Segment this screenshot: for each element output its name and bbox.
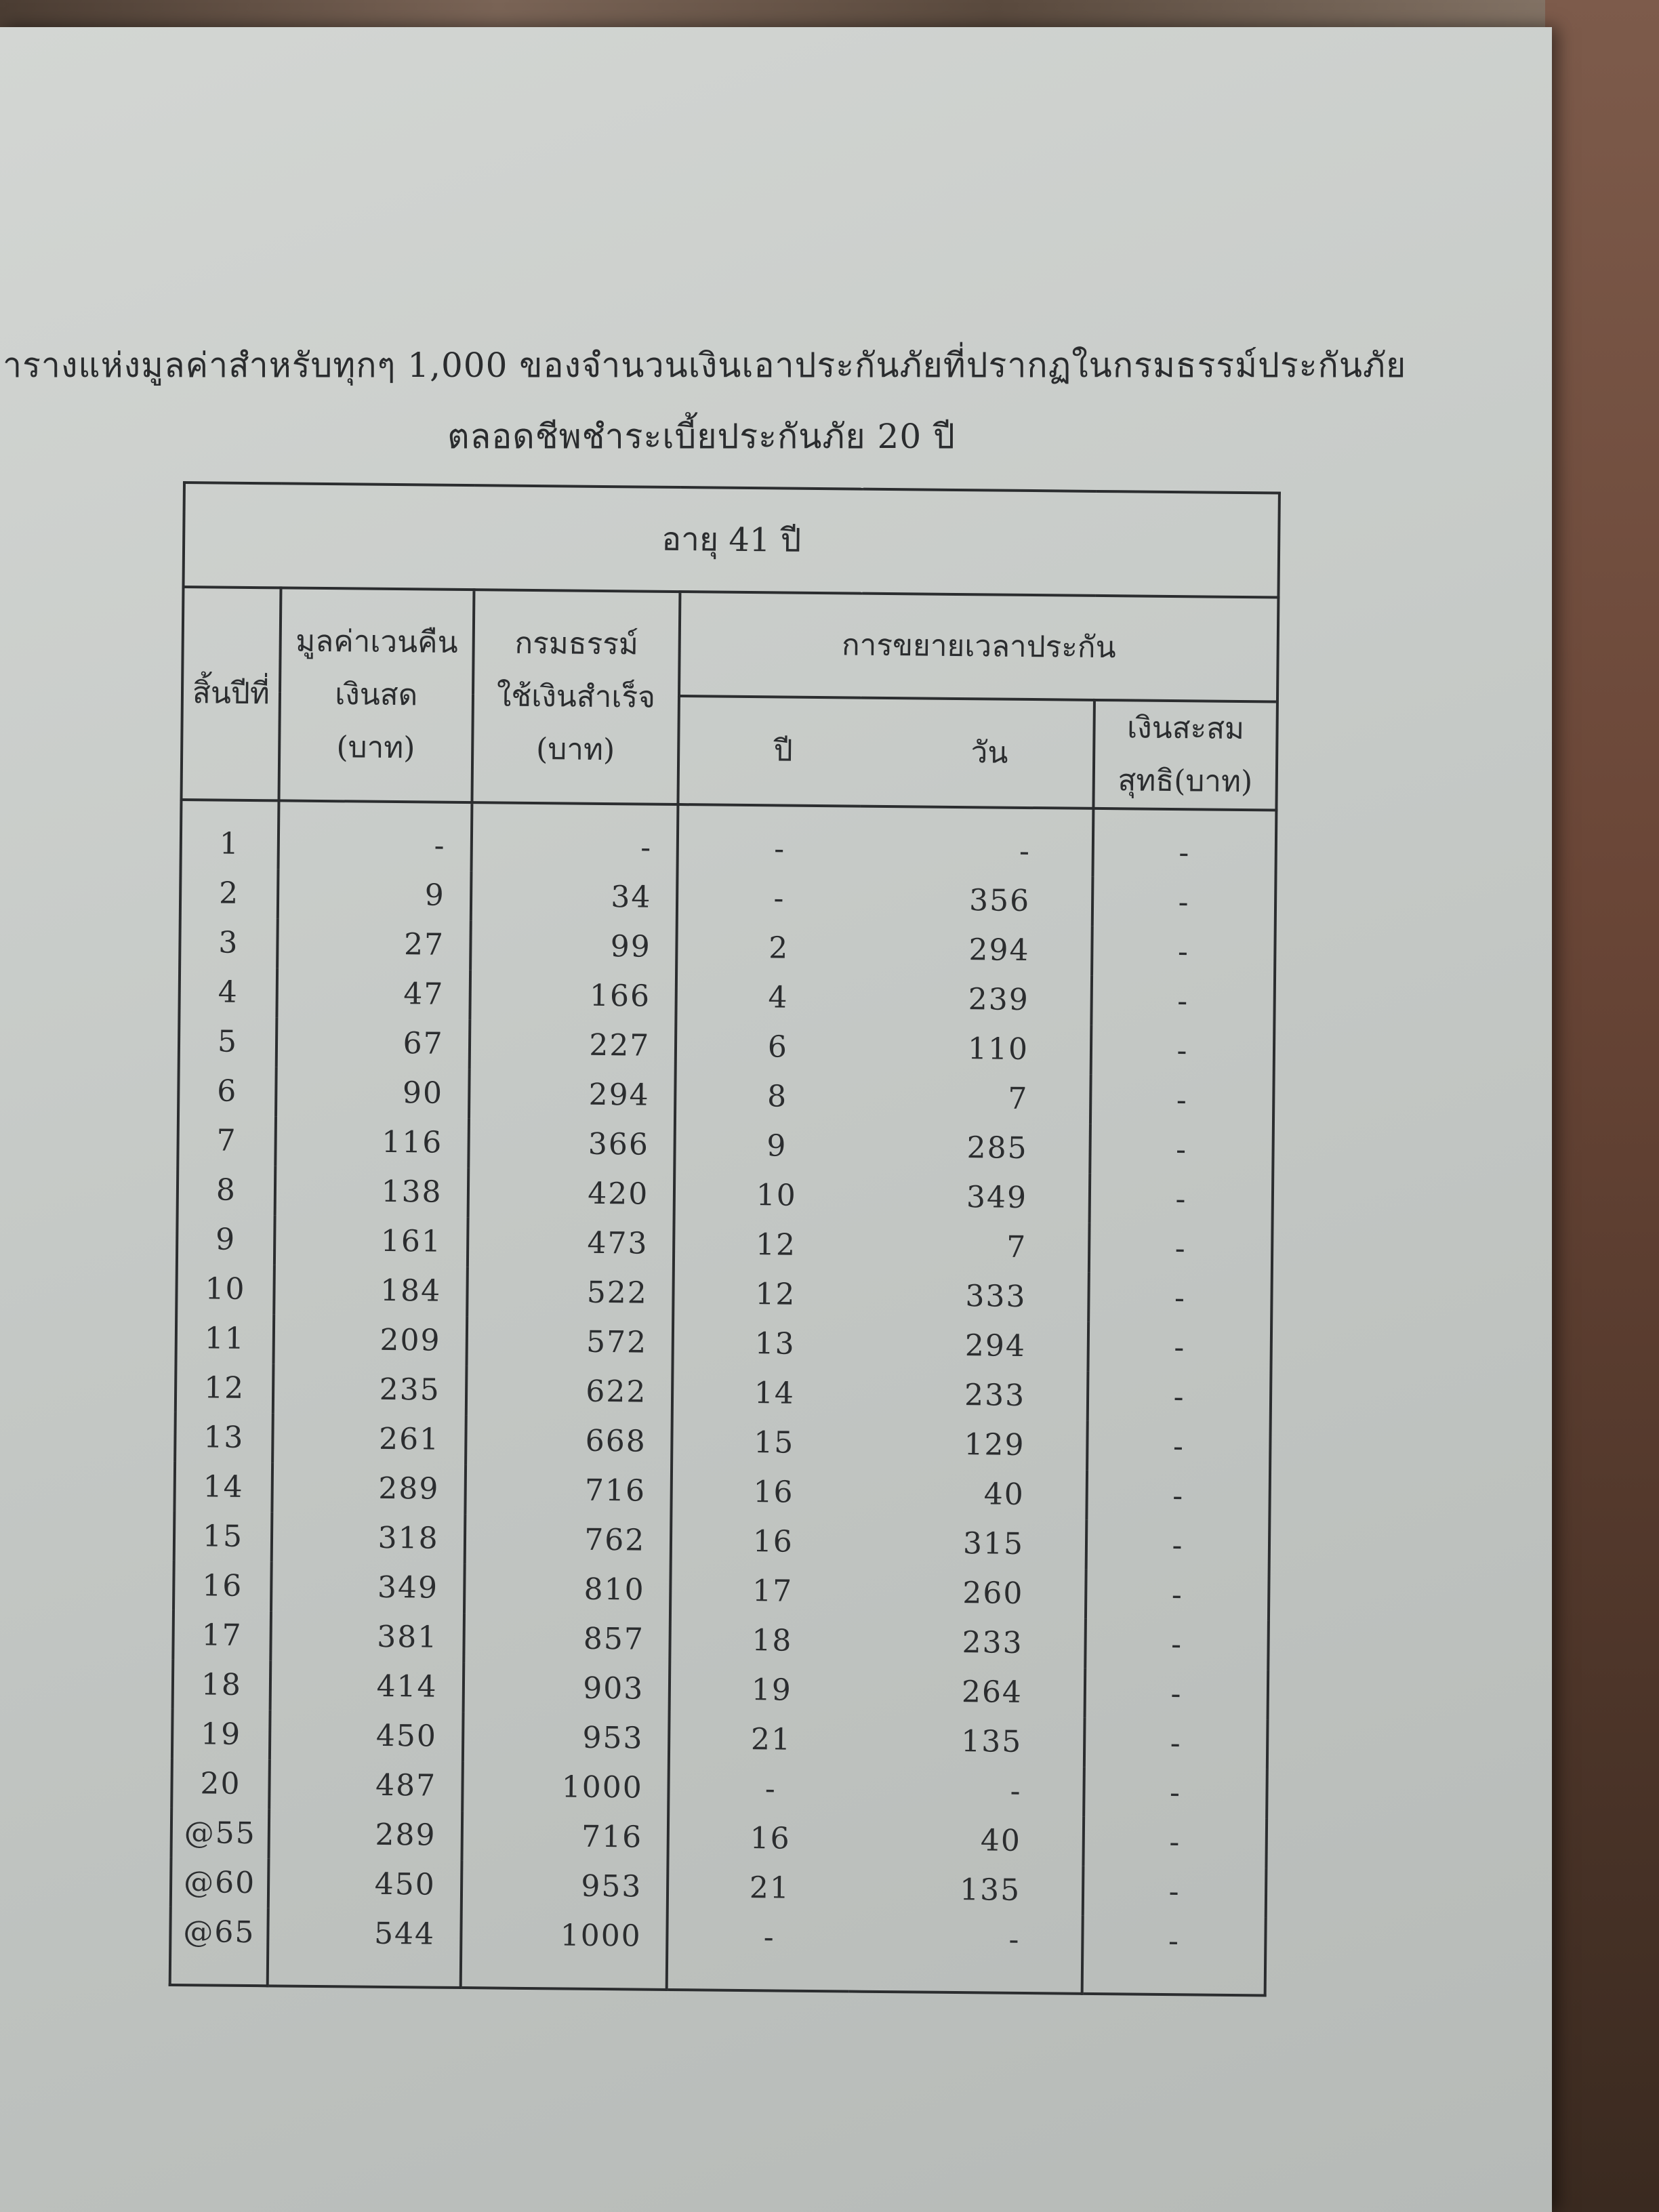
cell-accumulated: -	[1086, 1471, 1270, 1522]
cell-accumulated: -	[1088, 1372, 1271, 1423]
cell-cash-value: 161	[274, 1215, 468, 1267]
cell-accumulated: -	[1091, 976, 1275, 1027]
cell-years: 21	[669, 1714, 852, 1765]
cell-cash-value: 184	[274, 1265, 467, 1316]
cell-cash-value: -	[278, 800, 472, 871]
cell-years: 16	[672, 1467, 855, 1518]
cell-cash-value: 90	[276, 1067, 469, 1118]
cell-year-end: 17	[173, 1610, 271, 1660]
cell-paid-up: 572	[466, 1316, 673, 1368]
page-subtitle: ตลอดชีพชำระเบี้ยประกันภัย 20 ปี	[447, 417, 956, 456]
cell-year-end: 5	[179, 1017, 277, 1067]
cell-days: 333	[856, 1271, 1089, 1322]
cell-paid-up: 294	[469, 1069, 676, 1120]
age-header-row	[184, 483, 1279, 598]
cell-year-end: @60	[171, 1858, 269, 1908]
cell-years: 18	[670, 1615, 853, 1666]
cell-cash-value: 349	[271, 1561, 464, 1613]
cell-years: 9	[675, 1120, 858, 1172]
cell-accumulated: -	[1085, 1668, 1269, 1720]
cell-cash-value: 235	[273, 1364, 466, 1415]
cell-days: 135	[851, 1716, 1084, 1767]
cell-paid-up: 716	[462, 1811, 668, 1862]
cell-days: 349	[857, 1172, 1090, 1223]
header-cash-value-line1: มูลค่าเวนคืน	[295, 623, 458, 660]
cell-paid-up: 716	[465, 1465, 672, 1516]
table-row	[181, 800, 1277, 879]
cell-year-end: 9	[177, 1214, 275, 1265]
cell-paid-up: 1000	[460, 1910, 668, 1990]
cell-cash-value: 289	[268, 1809, 462, 1860]
cell-years: 16	[668, 1813, 851, 1864]
cell-years: 6	[676, 1021, 859, 1073]
cell-year-end: 4	[179, 967, 277, 1017]
values-table-wrapper	[168, 481, 1281, 2020]
cell-years: 12	[674, 1219, 857, 1271]
cell-years: 14	[672, 1368, 855, 1419]
cell-years: 17	[670, 1565, 853, 1617]
cell-accumulated: -	[1089, 1223, 1273, 1275]
cell-year-end: 20	[171, 1759, 270, 1809]
cell-paid-up: 34	[470, 871, 677, 922]
cell-days: -	[849, 1914, 1083, 1994]
cell-year-end: 16	[173, 1561, 272, 1611]
cell-days: 264	[852, 1666, 1085, 1718]
cell-year-end: 6	[178, 1066, 276, 1116]
cell-paid-up: -	[471, 802, 678, 873]
header-cash-value-line2: เงินสด	[334, 677, 418, 713]
cell-accumulated: -	[1090, 1075, 1274, 1126]
header-paid-up	[472, 590, 680, 804]
header-years-days	[678, 696, 1094, 808]
cell-paid-up: 953	[463, 1712, 670, 1763]
cell-accumulated: -	[1090, 1174, 1273, 1225]
header-paid-up-line2: ใช้เงินสำเร็จ	[496, 678, 656, 715]
header-extended-term: การขยายเวลาประกัน	[679, 592, 1278, 701]
cell-cash-value: 27	[277, 918, 470, 970]
cell-paid-up: 622	[466, 1366, 672, 1417]
table-body	[170, 800, 1277, 1995]
cell-years: -	[667, 1912, 850, 1992]
cell-cash-value: 9	[278, 869, 471, 920]
cell-cash-value: 261	[272, 1413, 466, 1465]
page-title: ารางแห่งมูลค่าสำหรับทุกๆ 1,000 ของจำนวนเงินเอาประกันภัยที่ปรากฏในกรมธรรม์ประกันภัย	[3, 346, 1407, 385]
cell-days: 135	[850, 1864, 1083, 1916]
cell-year-end: 10	[176, 1264, 274, 1314]
cell-cash-value: 544	[268, 1908, 462, 1988]
cell-days: -	[851, 1765, 1084, 1817]
cell-paid-up: 420	[468, 1168, 674, 1219]
header-paid-up-line1: กรมธรรม์	[514, 626, 639, 662]
cell-years: 13	[673, 1318, 856, 1370]
cell-cash-value: 450	[270, 1710, 463, 1761]
cell-years: 12	[673, 1269, 856, 1320]
cell-paid-up: 762	[464, 1514, 671, 1565]
cell-days: 315	[853, 1518, 1086, 1570]
cell-accumulated: -	[1092, 926, 1275, 978]
cell-years: 19	[670, 1664, 853, 1716]
cell-years: 2	[676, 922, 859, 974]
cell-cash-value: 414	[270, 1660, 463, 1712]
header-days: วัน	[970, 735, 1008, 771]
header-paid-up-line3: (บาท)	[535, 732, 615, 768]
cell-accumulated: -	[1086, 1570, 1269, 1621]
cell-accumulated: -	[1093, 808, 1277, 879]
cell-accumulated: -	[1084, 1718, 1268, 1769]
cell-accumulated: -	[1088, 1273, 1272, 1324]
age-label: อายุ 41 ปี	[184, 483, 1279, 598]
header-year-end: สิ้นปีที่	[181, 587, 281, 800]
header-accumulated	[1093, 700, 1277, 811]
cell-years: 21	[668, 1862, 851, 1914]
cell-days: 40	[851, 1815, 1084, 1866]
cell-paid-up: 473	[468, 1217, 674, 1269]
cell-year-end: @55	[171, 1808, 270, 1858]
cell-days: 129	[854, 1419, 1087, 1471]
cell-cash-value: 318	[272, 1512, 465, 1563]
cell-cash-value: 487	[269, 1759, 462, 1811]
cell-year-end: 1	[181, 800, 279, 869]
cell-days: -	[860, 806, 1094, 877]
cell-paid-up: 1000	[462, 1761, 669, 1813]
cell-year-end: 3	[180, 918, 278, 968]
cell-year-end: 13	[175, 1412, 273, 1462]
cell-cash-value: 138	[274, 1166, 468, 1217]
cell-years: 8	[675, 1071, 858, 1122]
cell-year-end: 7	[178, 1115, 276, 1166]
cell-cash-value: 67	[276, 1017, 470, 1069]
cell-year-end: 18	[173, 1660, 271, 1710]
cell-cash-value: 450	[268, 1858, 462, 1910]
cell-year-end: 8	[178, 1165, 276, 1215]
cell-paid-up: 903	[463, 1662, 670, 1714]
cell-cash-value: 209	[273, 1314, 466, 1366]
cell-years: -	[668, 1763, 851, 1815]
cell-days: 40	[854, 1469, 1087, 1520]
cell-days: 110	[858, 1023, 1091, 1075]
cell-cash-value: 289	[272, 1462, 465, 1514]
background-right	[1545, 0, 1659, 2212]
cell-accumulated: -	[1083, 1817, 1267, 1868]
cell-year-end: 12	[176, 1363, 274, 1413]
cell-accumulated: -	[1092, 877, 1276, 928]
cell-days: 239	[859, 974, 1092, 1025]
cell-year-end: 11	[176, 1313, 274, 1364]
values-table	[169, 481, 1281, 1996]
table-row	[170, 1907, 1266, 1996]
column-header-row	[182, 587, 1278, 702]
cell-days: 294	[855, 1320, 1088, 1372]
header-accumulated-line1: เงินสะสม	[1126, 710, 1245, 747]
cell-days: 7	[857, 1073, 1090, 1124]
cell-paid-up: 366	[468, 1118, 675, 1170]
cell-days: 233	[853, 1617, 1086, 1668]
cell-paid-up: 953	[461, 1860, 668, 1912]
cell-accumulated: -	[1087, 1421, 1271, 1473]
cell-days: 233	[855, 1370, 1088, 1421]
cell-year-end: 14	[174, 1462, 272, 1512]
cell-years: 16	[671, 1516, 854, 1568]
cell-cash-value: 381	[270, 1611, 464, 1662]
cell-paid-up: 857	[464, 1613, 670, 1664]
cell-paid-up: 166	[470, 970, 676, 1021]
cell-accumulated: -	[1082, 1916, 1266, 1996]
cell-year-end: 2	[180, 868, 279, 918]
cell-year-end: @65	[170, 1907, 268, 1986]
header-accumulated-line2: สุทธิ(บาท)	[1118, 763, 1253, 800]
cell-paid-up: 227	[469, 1019, 676, 1071]
cell-accumulated: -	[1088, 1322, 1271, 1374]
document-page	[0, 27, 1552, 2212]
cell-accumulated: -	[1084, 1767, 1267, 1819]
cell-accumulated: -	[1090, 1124, 1273, 1176]
cell-days: 356	[859, 875, 1092, 926]
cell-paid-up: 522	[467, 1267, 674, 1318]
cell-accumulated: -	[1091, 1025, 1275, 1077]
cell-accumulated: -	[1085, 1619, 1269, 1671]
cell-accumulated: -	[1086, 1520, 1270, 1572]
cell-years: 4	[676, 972, 859, 1023]
cell-paid-up: 99	[470, 920, 677, 972]
cell-days: 7	[856, 1221, 1089, 1273]
header-cash-value	[279, 588, 474, 802]
cell-years: 15	[672, 1417, 855, 1469]
cell-year-end: 15	[174, 1511, 272, 1561]
cell-cash-value: 116	[275, 1116, 468, 1168]
cell-paid-up: 810	[464, 1563, 671, 1615]
cell-years: 10	[674, 1170, 857, 1221]
cell-days: 260	[853, 1568, 1086, 1619]
cell-cash-value: 47	[276, 968, 470, 1019]
cell-accumulated: -	[1083, 1866, 1267, 1918]
cell-years: -	[677, 873, 860, 924]
cell-paid-up: 668	[466, 1415, 672, 1467]
cell-year-end: 19	[172, 1709, 270, 1759]
header-years: ปี	[773, 733, 793, 769]
cell-years: -	[678, 804, 861, 875]
header-cash-value-line3: (บาท)	[336, 730, 415, 766]
cell-days: 294	[859, 924, 1092, 976]
cell-days: 285	[857, 1122, 1090, 1174]
